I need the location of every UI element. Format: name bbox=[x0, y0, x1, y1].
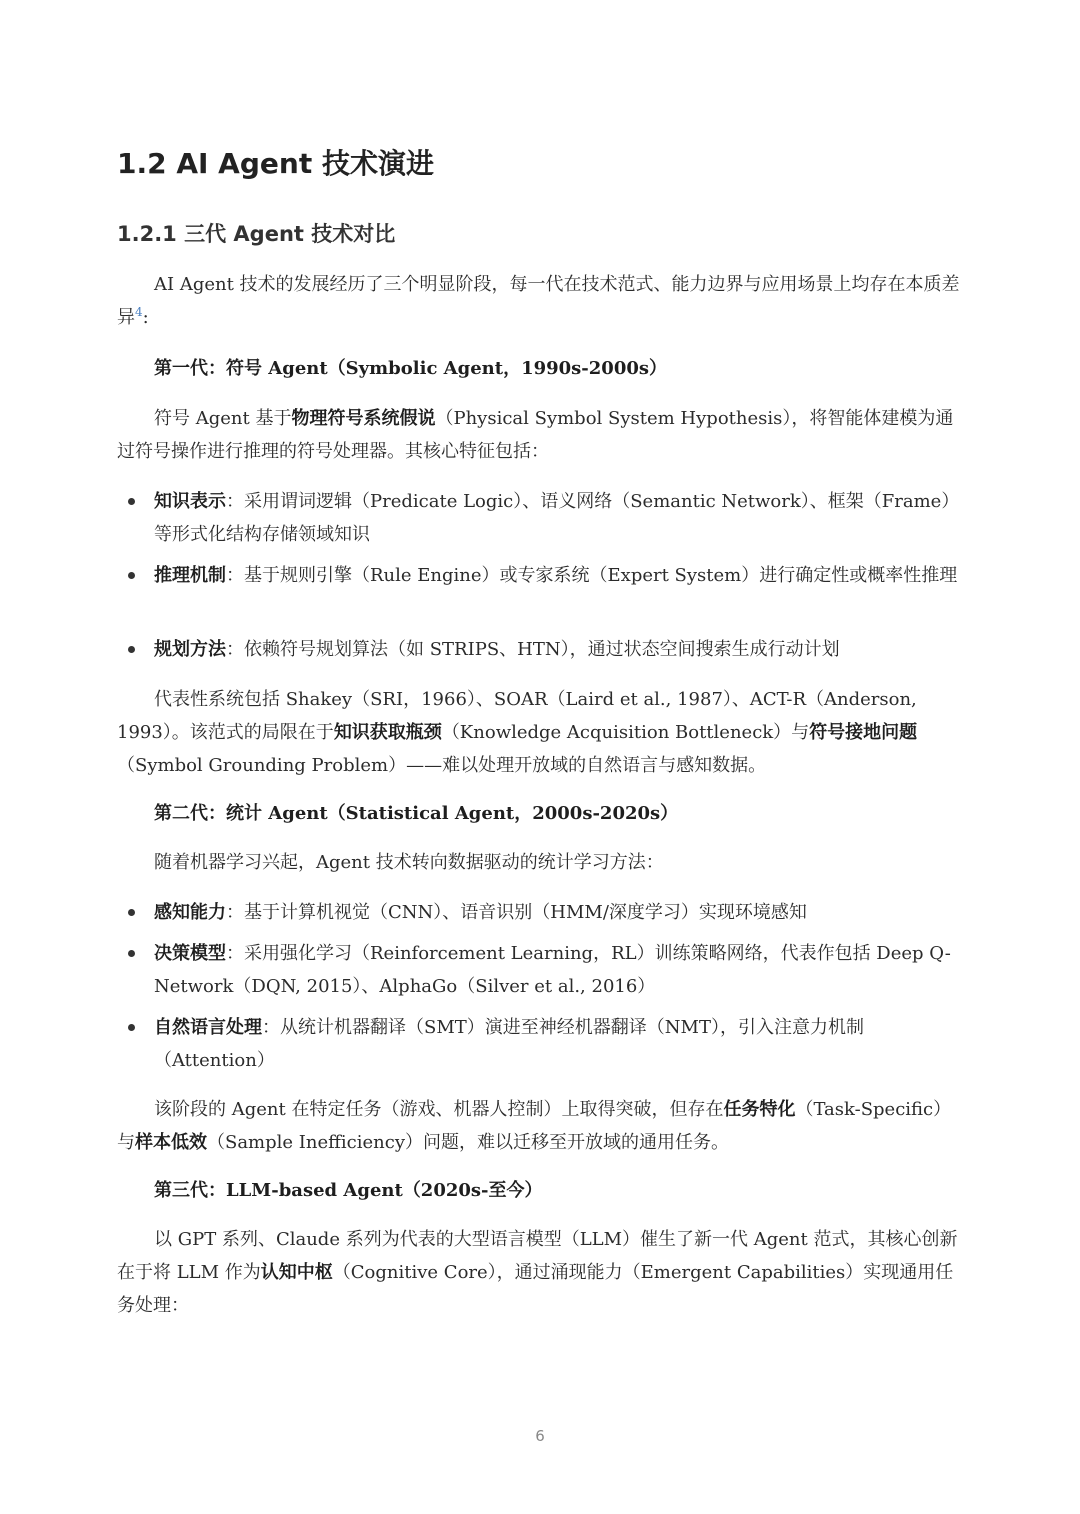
gen3-paragraph-1 bbox=[117, 1223, 965, 1322]
text-run: ： bbox=[226, 565, 244, 586]
text-run: ： bbox=[262, 1017, 280, 1038]
text-run: （Symbol Grounding Problem）——难以处理开放域的自然语言与感知数据。 bbox=[117, 755, 767, 776]
list-item bbox=[154, 937, 965, 1003]
bold-text: 知识表示 bbox=[154, 491, 226, 512]
text-run: 采用强化学习（Reinforcement Learning，RL）训练策略网络，代表作包括 Deep Q-Network（DQN, 2015）、AlphaGo（Silver et al., 2016） bbox=[154, 943, 951, 997]
bold-text: 推理机制 bbox=[154, 565, 226, 586]
text-run: ： bbox=[226, 639, 244, 660]
list-item bbox=[154, 1011, 965, 1077]
text-run: 以 GPT 系列、Claude 系列为代表的大型语言模型（LLM）催生了新一代 Agent 范式，其核心创新在于将 LLM 作为 bbox=[117, 1229, 958, 1283]
bold-text: 自然语言处理 bbox=[154, 1017, 262, 1038]
text-run: ： bbox=[226, 491, 244, 512]
bold-text: 任务特化 bbox=[723, 1099, 796, 1120]
bullet-dot bbox=[128, 498, 135, 505]
gen2-paragraph-2 bbox=[117, 1093, 965, 1159]
intro-paragraph bbox=[117, 268, 965, 334]
intro-text: AI Agent 技术的发展经历了三个明显阶段，每一代在技术范式、能力边界与应用场景上均存在本质差异 bbox=[117, 274, 960, 328]
bold-text: 规划方法 bbox=[154, 639, 226, 660]
gen1-paragraph-2 bbox=[117, 683, 965, 782]
text-run: 符号 Agent 基于 bbox=[154, 408, 292, 429]
section-heading: 1.2 AI Agent 技术演进 bbox=[117, 147, 434, 180]
gen2-title bbox=[154, 797, 678, 830]
text-run: （Sample Inefficiency）问题，难以迁移至开放域的通用任务。 bbox=[207, 1132, 730, 1153]
bullet-dot bbox=[128, 646, 135, 653]
bold-text: 第三代：LLM-based Agent（2020s-至今） bbox=[154, 1180, 543, 1201]
bold-text: 样本低效 bbox=[135, 1132, 207, 1153]
bold-text: 第二代：统计 Agent（Statistical Agent，2000s-2020s） bbox=[154, 803, 679, 824]
bold-text: 感知能力 bbox=[154, 902, 226, 923]
text-run: （Task-Specific）与 bbox=[117, 1099, 952, 1153]
text-run: （Knowledge Acquisition Bottleneck）与 bbox=[441, 722, 810, 743]
bullet-dot bbox=[128, 950, 135, 957]
text-run: 采用谓词逻辑（Predicate Logic）、语义网络（Semantic Network）、框架（Frame）等形式化结构存储领域知识 bbox=[154, 491, 960, 545]
text-run: （Cognitive Core），通过涌现能力（Emergent Capabilities）实现通用任务处理： bbox=[117, 1262, 954, 1316]
gen1-title bbox=[154, 352, 667, 385]
subsection-heading: 1.2.1 三代 Agent 技术对比 bbox=[117, 222, 396, 246]
bold-text: 决策模型 bbox=[154, 943, 226, 964]
bold-text: 物理符号系统假说 bbox=[291, 408, 436, 429]
bold-text: 第一代：符号 Agent（Symbolic Agent，1990s-2000s） bbox=[154, 358, 668, 379]
text-run: ： bbox=[226, 943, 244, 964]
bold-text: 知识获取瓶颈 bbox=[333, 722, 442, 743]
bullet-dot bbox=[128, 572, 135, 579]
list-item bbox=[154, 559, 965, 592]
list-item bbox=[154, 896, 965, 929]
gen3-title bbox=[154, 1174, 543, 1207]
bold-text: 符号接地问题 bbox=[809, 722, 918, 743]
intro-tail: : bbox=[142, 307, 149, 328]
list-item bbox=[154, 633, 965, 666]
footnote-ref[interactable]: 4 bbox=[135, 305, 143, 319]
text-run: 从统计机器翻译（SMT）演进至神经机器翻译（NMT），引入注意力机制（Attention） bbox=[154, 1017, 864, 1071]
bullet-dot bbox=[128, 909, 135, 916]
list-item bbox=[154, 485, 965, 551]
gen2-paragraph-1: 随着机器学习兴起，Agent 技术转向数据驱动的统计学习方法： bbox=[154, 852, 664, 873]
page-number: 6 bbox=[535, 1427, 545, 1445]
text-run: （Physical Symbol System Hypothesis），将智能体建模为通过符号操作进行推理的符号处理器。其核心特征包括： bbox=[117, 408, 954, 462]
text-run: 该阶段的 Agent 在特定任务（游戏、机器人控制）上取得突破，但存在 bbox=[154, 1099, 724, 1120]
text-run: 基于规则引擎（Rule Engine）或专家系统（Expert System）进行确定性或概率性推理 bbox=[244, 565, 958, 586]
text-run: 代表性系统包括 Shakey（SRI，1966）、SOAR（Laird et al., 1987）、ACT-R（Anderson, 1993）。该范式的局限在于 bbox=[117, 689, 917, 743]
bullet-dot bbox=[128, 1024, 135, 1031]
text-run: 基于计算机视觉（CNN）、语音识别（HMM/深度学习）实现环境感知 bbox=[244, 902, 807, 923]
text-run: 依赖符号规划算法（如 STRIPS、HTN），通过状态空间搜索生成行动计划 bbox=[244, 639, 840, 660]
gen1-paragraph-1 bbox=[117, 402, 965, 468]
bold-text: 认知中枢 bbox=[260, 1262, 333, 1283]
text-run: ： bbox=[226, 902, 244, 923]
